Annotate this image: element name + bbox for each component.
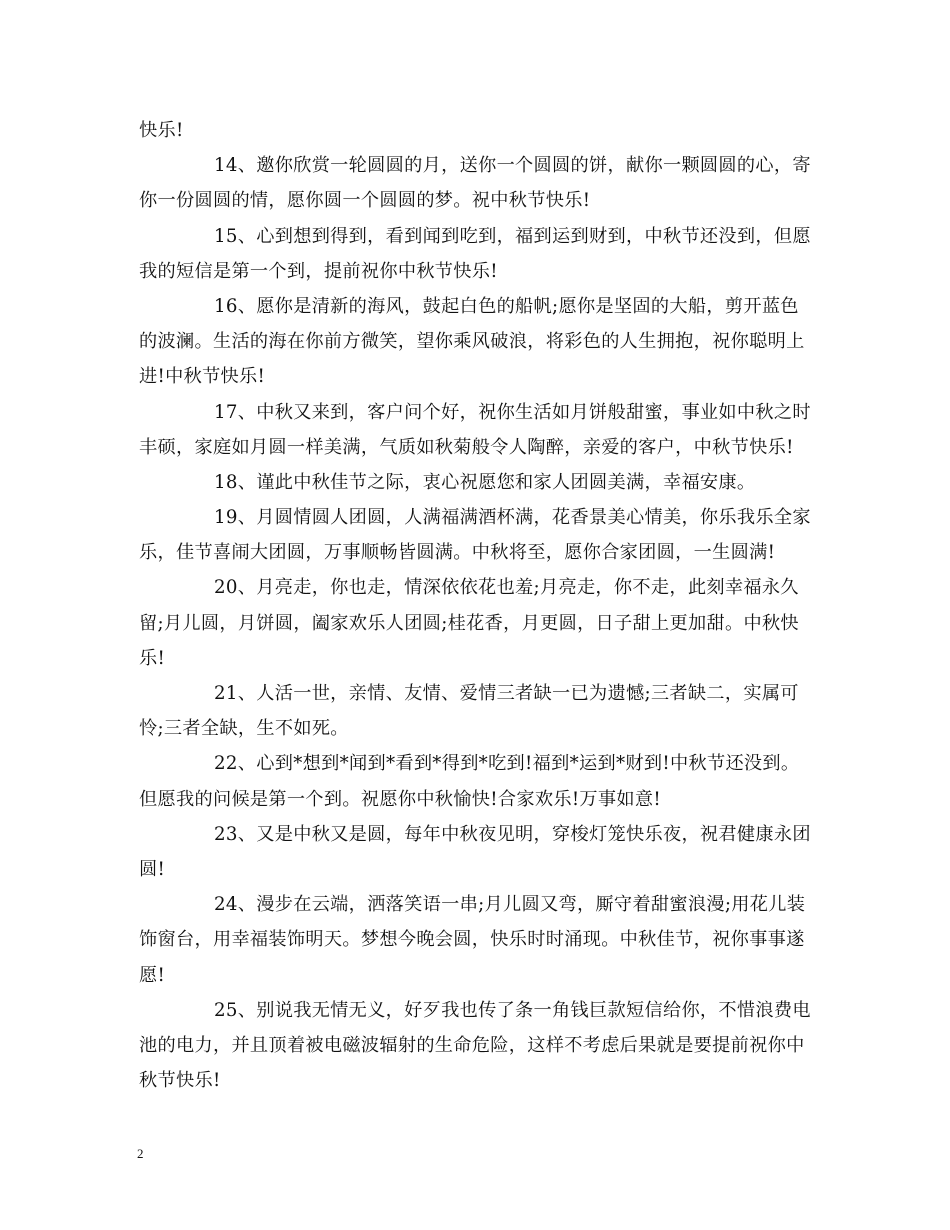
- text-line: 你一份圆圆的情，愿你圆一个圆圆的梦。祝中秋节快乐!: [139, 190, 591, 212]
- text-line: 圆!: [139, 858, 166, 880]
- text-line: 14、邀你欣赏一轮圆圆的月，送你一个圆圆的饼，献你一颗圆圆的心，寄: [214, 155, 811, 177]
- page-number: 2: [137, 1146, 144, 1161]
- text-line: 20、月亮走，你也走，情深依依花也羞;月亮走，你不走，此刻幸福永久: [214, 577, 799, 599]
- text-line: 我的短信是第一个到，提前祝你中秋节快乐!: [139, 260, 498, 282]
- text-line: 快乐!: [139, 120, 184, 141]
- text-line: 丰硕，家庭如月圆一样美满，气质如秋菊般令人陶醉，亲爱的客户，中秋节快乐!: [139, 436, 794, 458]
- text-line: 怜;三者全缺，生不如死。: [139, 718, 349, 740]
- text-line: 17、中秋又来到，客户问个好，祝你生活如月饼般甜蜜，事业如中秋之时: [214, 401, 811, 423]
- document-body: [139, 113, 812, 1098]
- text-line: 18、谨此中秋佳节之际，衷心祝愿您和家人团圆美满，幸福安康。: [214, 471, 756, 493]
- text-line: 进!中秋节快乐!: [139, 366, 266, 388]
- text-line: 乐，佳节喜闹大团圆，万事顺畅皆圆满。中秋将至，愿你合家团圆，一生圆满!: [139, 542, 776, 564]
- text-line: 21、人活一世，亲情、友情、爱情三者缺一已为遗憾;三者缺二，实属可: [214, 683, 799, 704]
- text-line: 16、愿你是清新的海风，鼓起白色的船帆;愿你是坚固的大船，剪开蓝色: [214, 295, 799, 317]
- text-line: 饰窗台，用幸福装饰明天。梦想今晚会圆，快乐时时涌现。中秋佳节，祝你事事遂: [139, 929, 805, 951]
- text-line: 乐!: [139, 647, 166, 669]
- text-line: 25、别说我无情无义，好歹我也传了条一角钱巨款短信给你，不惜浪费电: [214, 999, 811, 1021]
- text-line: 池的电力，并且顶着被电磁波辐射的生命危险，这样不考虑后果就是要提前祝你中: [139, 1034, 805, 1056]
- text-line: 22、心到*想到*闻到*看到*得到*吃到!福到*运到*财到!中秋节还没到。: [214, 753, 800, 775]
- text-line: 秋节快乐!: [139, 1070, 221, 1092]
- text-line: 留;月儿圆，月饼圆，阖家欢乐人团圆;桂花香，月更圆，日子甜上更加甜。中秋快: [139, 612, 799, 634]
- text-line: 愿!: [139, 964, 166, 986]
- text-line: 24、漫步在云端，洒落笑语一串;月儿圆又弯，厮守着甜蜜浪漫;用花儿装: [214, 894, 806, 916]
- text-line: 19、月圆情圆人团圆，人满福满酒杯满，花香景美心情美，你乐我乐全家: [214, 507, 811, 529]
- text-line: 的波澜。生活的海在你前方微笑，望你乘风破浪，将彩色的人生拥抱，祝你聪明上: [139, 331, 805, 353]
- text-line: 但愿我的问候是第一个到。祝愿你中秋愉快!合家欢乐!万事如意!: [139, 788, 661, 810]
- text-line: 15、心到想到得到，看到闻到吃到，福到运到财到，中秋节还没到，但愿: [214, 225, 811, 247]
- text-line: 23、又是中秋又是圆，每年中秋夜见明，穿梭灯笼快乐夜，祝君健康永团: [214, 823, 811, 845]
